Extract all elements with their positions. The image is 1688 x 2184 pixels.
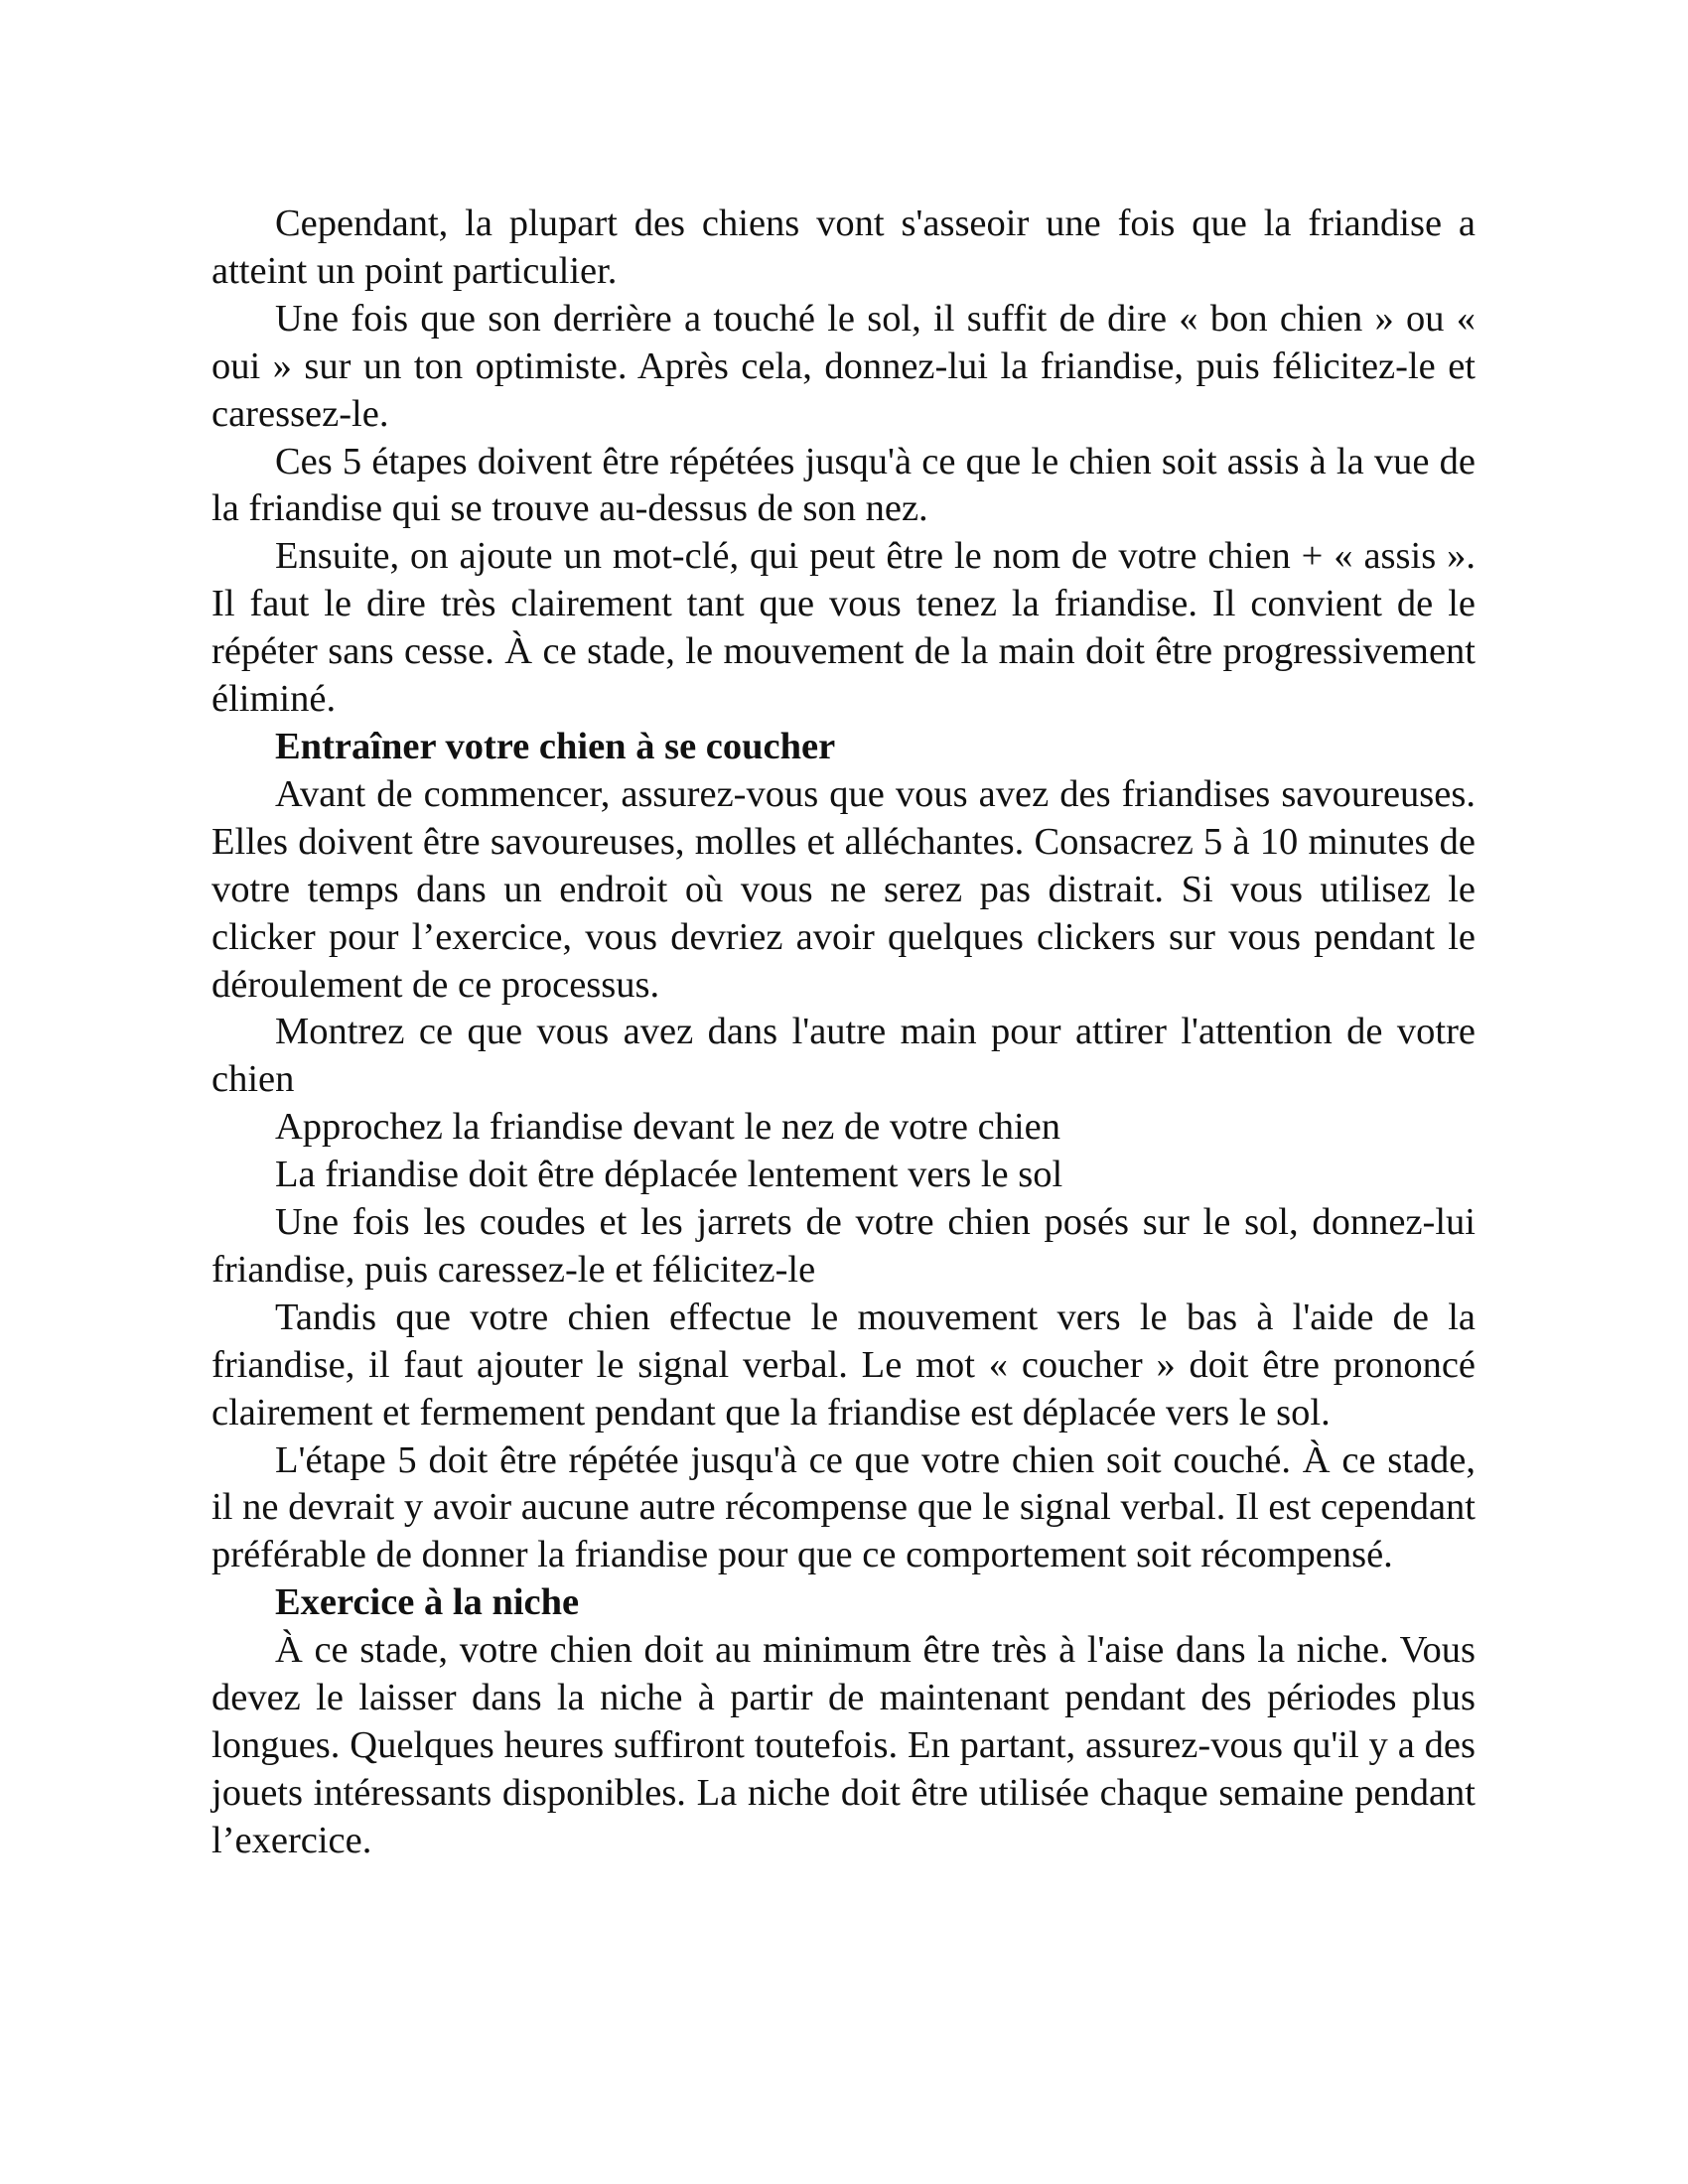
paragraph: La friandise doit être déplacée lentement vers le sol bbox=[275, 1154, 1063, 1196]
section-heading: Exercice à la niche bbox=[275, 1581, 580, 1624]
paragraph: Ensuite, on ajoute un mot-clé, qui peut être le nom de votre chien + « assis ». Il faut le dire très clairement tant que vous tenez la friandise. Il convient de le répéter sans cesse. À ce stade, le mouvement de la main doit être progressivement éliminé. bbox=[211, 535, 1476, 721]
paragraph: L'étape 5 doit être répétée jusqu'à ce que votre chien soit couché. À ce stade, il ne devrait y avoir aucune autre récompense que le signal verbal. Il est cependant préférable de donner la friandise pour que ce comportement soit récompensé. bbox=[211, 1438, 1476, 1576]
paragraph: Approchez la friandise devant le nez de votre chien bbox=[275, 1106, 1061, 1149]
paragraph: Une fois que son derrière a touché le sol, il suffit de dire « bon chien » ou « oui » sur un ton optimiste. Après cela, donnez-lui la friandise, puis félicitez-le et caressez-le. bbox=[211, 297, 1476, 435]
paragraph: Tandis que votre chien effectue le mouvement vers le bas à l'aide de la friandise, il faut ajouter le signal verbal. Le mot « coucher » doit être prononcé clairement et fermement pendant que la friandise est déplacée vers le sol. bbox=[211, 1296, 1476, 1433]
paragraph: À ce stade, votre chien doit au minimum être très à l'aise dans la niche. Vous devez le laisser dans la niche à partir de maintenant pendant des périodes plus longues. Quelques heures suffiront toutefois. En partant, assurez-vous qu'il y a des jouets intéressants disponibles. La niche doit être utilisée chaque semaine pendant l’exercice. bbox=[211, 1629, 1476, 1861]
paragraph: Cependant, la plupart des chiens vont s'asseoir une fois que la friandise a atteint un point particulier. bbox=[211, 203, 1476, 292]
paragraph: Avant de commencer, assurez-vous que vous avez des friandises savoureuses. Elles doivent être savoureuses, molles et alléchantes. Consacrez 5 à 10 minutes de votre temps dans un endroit où vous ne serez pas distrait. Si vous utilisez le clicker pour l’exercice, vous devriez avoir quelques clickers sur vous pendant le déroulement de ce processus. bbox=[211, 772, 1476, 1006]
section-heading: Entraîner votre chien à se coucher bbox=[275, 725, 836, 767]
paragraph: Ces 5 étapes doivent être répétées jusqu'à ce que le chien soit assis à la vue de la friandise qui se trouve au-dessus de son nez. bbox=[211, 440, 1476, 530]
paragraph: Une fois les coudes et les jarrets de votre chien posés sur le sol, donnez-lui friandise, puis caressez-le et félicitez-le bbox=[211, 1201, 1476, 1291]
paragraph: Montrez ce que vous avez dans l'autre main pour attirer l'attention de votre chien bbox=[211, 1011, 1476, 1101]
document-page bbox=[211, 201, 1476, 1865]
